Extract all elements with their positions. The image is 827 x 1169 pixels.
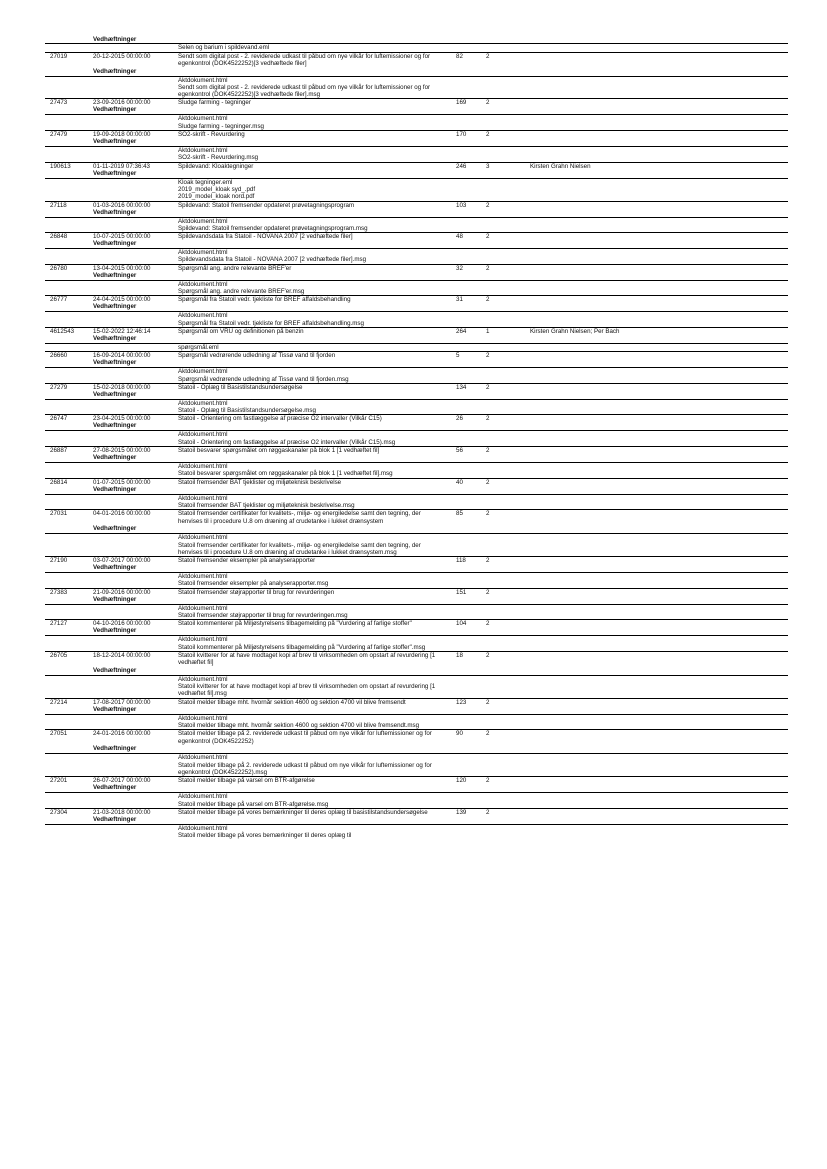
record-id: 27479 [50, 131, 68, 139]
record-title: Statoil besvarer spørgsmålet om røggaskanaler på blok 1 [1 vedhæftet fil] [178, 447, 380, 455]
record-pages: 246 [456, 162, 467, 170]
record-pages: 120 [456, 777, 467, 785]
record-date: 18-12-2014 00:00:00 [93, 651, 151, 659]
attachments-header-row [45, 272, 788, 281]
record-date: 27-08-2015 00:00:00 [93, 447, 151, 455]
attachments-label: Vedhæftninger [93, 564, 137, 572]
record-row [45, 383, 788, 391]
record-pages: 123 [456, 698, 467, 706]
attachment-item: Aktdokument.html [178, 754, 228, 762]
record-id: 4612543 [50, 327, 75, 335]
attachments-label: Vedhæftninger [93, 595, 137, 603]
attachments-label: Vedhæftninger [93, 525, 137, 533]
record-date: 20-12-2015 00:00:00 [93, 52, 151, 60]
attachment-item: Aktdokument.html [178, 534, 228, 542]
record-pages: 32 [456, 264, 463, 272]
record-date: 23-09-2016 00:00:00 [93, 99, 151, 107]
attachment-item: spørgsmål.eml [178, 343, 219, 351]
attachment-item: Statoil kommenterer på Miljøstyrelsens tilbagemelding på "Vurdering af farlige stoffer".msg [178, 643, 426, 651]
attachments-label: Vedhæftninger [93, 627, 137, 635]
record-pages: 5 [456, 352, 460, 360]
record-count: 2 [486, 777, 490, 785]
record-row [45, 162, 788, 170]
record-count: 2 [486, 201, 490, 209]
record-date: 15-02-2018 00:00:00 [93, 383, 151, 391]
attachment-item: Statoil melder tilbage på varsel om BTR-afgørelse.msg [178, 800, 329, 808]
record-date: 21-03-2018 00:00:00 [93, 808, 151, 816]
record-title: Spørgsmål om VRU og definitionen på benzin [178, 327, 304, 335]
attachment-item: Aktdokument.html [178, 431, 228, 439]
record-row [45, 52, 788, 68]
record-date: 16-09-2014 00:00:00 [93, 352, 151, 360]
record-id: 26848 [50, 233, 68, 241]
attachment-item: Statoil - Oplæg til Basistilstandsundersøgelse.msg [178, 407, 316, 415]
record-row [45, 776, 788, 784]
record-title: Spørgsmål vedrørende udledning af Tissø vand til fjorden [178, 352, 336, 360]
record-count: 2 [486, 557, 490, 565]
attachments-label: Vedhæftninger [93, 208, 137, 216]
attachments-label: Vedhæftninger [93, 36, 137, 43]
record-count: 2 [486, 698, 490, 706]
attachments-label: Vedhæftninger [93, 67, 137, 75]
record-pages: 18 [456, 651, 463, 659]
attachments-label: Vedhæftninger [93, 815, 137, 823]
record-id: 27051 [50, 730, 68, 738]
record-count: 2 [486, 415, 490, 423]
record-title: Spildevandsdata fra Statoil - NOVANA 2007 [2 vedhæftede filer] [178, 233, 353, 241]
record-row [45, 351, 788, 359]
record-row [45, 130, 788, 138]
attachments-label: Vedhæftninger [93, 359, 137, 367]
record-pages: 134 [456, 383, 467, 391]
attachment-item: 2019_model_kloak nord.pdf [178, 193, 255, 201]
attachments-label: Vedhæftninger [93, 169, 137, 177]
record-title: Spørgsmål ang. andre relevante BREF'er [178, 264, 292, 272]
record-id: 27201 [50, 777, 68, 785]
record-pages: 264 [456, 327, 467, 335]
record-pages: 151 [456, 588, 467, 596]
attachments-label: Vedhæftninger [93, 106, 137, 114]
record-id: 27383 [50, 588, 68, 596]
attachment-item: Aktdokument.html [178, 636, 228, 644]
record-row [45, 232, 788, 240]
attachment-item: Aktdokument.html [178, 280, 228, 288]
record-row [45, 295, 788, 303]
attachment-item: Aktdokument.html [178, 399, 228, 407]
attachment-item: Aktdokument.html [178, 573, 228, 581]
record-date: 24-01-2016 00:00:00 [93, 730, 151, 738]
attachments-header-row [45, 36, 788, 44]
attachment-item: Statoil melder tilbage på vores bemærkninger til deres oplæg til [178, 832, 352, 840]
record-row [45, 808, 788, 816]
records [45, 52, 788, 840]
record-count: 2 [486, 651, 490, 659]
record-pages: 169 [456, 99, 467, 107]
record-count: 2 [486, 447, 490, 455]
record-title: Sludge farming - tegninger [178, 99, 251, 107]
attachments-header-row [45, 209, 788, 218]
record-title: Spildevand: Statoil fremsender opdateret prøvetagningsprogram [178, 201, 355, 209]
attachment-item: Aktdokument.html [178, 217, 228, 225]
attachments-header-row [45, 745, 788, 754]
attachment-item: Statoil kvitterer for at have modtaget kopi af brev til virksomheden om opstart af revurdering [1 vedhæftet fil].msg [178, 683, 436, 698]
document-list [45, 36, 788, 839]
record-id: 27190 [50, 557, 68, 565]
record-id: 27127 [50, 620, 68, 628]
record-pages: 31 [456, 296, 463, 304]
record-date: 17-08-2017 00:00:00 [93, 698, 151, 706]
record-title: Statoil melder tilbage mht. hvornår sektion 4600 og sektion 4700 vil blive fremsendt [178, 698, 406, 706]
attachment-item: Aktdokument.html [178, 312, 228, 320]
record-id: 27304 [50, 808, 68, 816]
attachments-header-row [45, 525, 788, 534]
attachment-item: 2019_model_kloak syd_.pdf [178, 185, 256, 193]
record-pages: 40 [456, 478, 463, 486]
record-count: 2 [486, 588, 490, 596]
record-count: 2 [486, 808, 490, 816]
record-count: 2 [486, 296, 490, 304]
attachment-item: Aktdokument.html [178, 793, 228, 801]
attachment-item: Statoil fremsender certifikater for kvalitets-, miljø- og energiledelse samt den tegning, der henvises til i procedure U.8 om dræning af crudetanke i lukket drænsystem.msg [178, 541, 421, 556]
attachments-header-row [45, 564, 788, 573]
record-date: 13-04-2015 00:00:00 [93, 264, 151, 272]
attachment-item: Statoil melder tilbage på 2. reviderede udkast til påbud om nye vilkår for luftemissioner og for egenkontrol (DOK4522252).msg [178, 761, 432, 776]
record-id: 26777 [50, 296, 68, 304]
record-count: 2 [486, 352, 490, 360]
record-pages: 48 [456, 233, 463, 241]
record-date: 03-07-2017 00:00:00 [93, 557, 151, 565]
record-pages: 90 [456, 730, 463, 738]
record-title: Spildevand: Kloaktegninger [178, 162, 254, 170]
attachments-label: Vedhæftninger [93, 485, 137, 493]
attachments-label: Vedhæftninger [93, 303, 137, 311]
attachment-item: Statoil fremsender støjrapporter til brug for revurderingen.msg [178, 611, 348, 619]
attachments-header-row [45, 68, 788, 77]
attachments-header-row [45, 667, 788, 676]
record-date: 23-04-2015 00:00:00 [93, 415, 151, 423]
record-count: 2 [486, 620, 490, 628]
attachment-item: Spørgsmål vedrørende udledning af Tissø vand til fjorden.msg [178, 375, 349, 383]
attachment-item: Aktdokument.html [178, 714, 228, 722]
record-pages: 103 [456, 201, 467, 209]
attachments-header-row [45, 106, 788, 115]
record-title: Statoil fremsender certifikater for kvalitets-, miljø- og energiledelse samt den tegning, der henvises til i procedure U.8 om dræning af crudetanke i lukket drænsystem [178, 510, 421, 525]
attachments-header-row [45, 391, 788, 400]
attachments-header-row [45, 454, 788, 463]
record-pages: 26 [456, 415, 463, 423]
attachment-item: Statoil fremsender eksempler på analyserapporter.msg [178, 580, 329, 588]
record-row [45, 729, 788, 745]
attachments-label: Vedhæftninger [93, 240, 137, 248]
record-id: 27214 [50, 698, 68, 706]
record-pages: 170 [456, 131, 467, 139]
attachments-label: Vedhæftninger [93, 784, 137, 792]
record-date: 15-02-2022 12:46:14 [93, 327, 151, 335]
record-row [45, 478, 788, 486]
attachment-item: Kloak tegninger.eml [178, 178, 233, 186]
attachment-item: Aktdokument.html [178, 249, 228, 257]
attachment-item: Aktdokument.html [178, 604, 228, 612]
record-title: SO2-skrift - Revurdering [178, 131, 245, 139]
attachment-item: Spørgsmål ang. andre relevante BREF'er.msg [178, 288, 305, 296]
attachment-item: Statoil - Orientering om fastlæggelse af præcise O2 intervaller (Vilkår C15).msg [178, 438, 396, 446]
record-title: Statoil kvitterer for at have modtaget kopi af brev til virksomheden om opstart af revurdering [1 vedhæftet fil] [178, 651, 436, 667]
record-id: 27031 [50, 510, 68, 518]
record-row [45, 651, 788, 667]
record-title: Statoil melder tilbage på 2. reviderede udkast til påbud om nye vilkår for luftemissioner og for egenkontrol (DOK4522252) [178, 730, 432, 745]
record-id: 27118 [50, 201, 67, 209]
attachments-header-row [45, 240, 788, 249]
attachments-header-row [45, 138, 788, 147]
record-date: 10-07-2015 00:00:00 [93, 233, 151, 241]
attachments-header-row [45, 706, 788, 715]
record-count: 2 [486, 730, 490, 738]
record-count: 2 [486, 264, 490, 272]
record-count: 2 [486, 52, 490, 60]
attachments-label: Vedhæftninger [93, 745, 137, 753]
record-count: 2 [486, 510, 490, 518]
record-pages: 118 [456, 557, 466, 565]
record-title: Statoil melder tilbage på vores bemærkninger til deres oplæg til basistilstandsundersøgelse [178, 808, 428, 816]
attachments-label: Vedhæftninger [93, 705, 137, 713]
record-author: Kirsten Grahn Nielsen; Per Bach [530, 327, 620, 335]
attachments-label: Vedhæftninger [93, 271, 137, 279]
record-title: Sendt som digital post - 2. reviderede udkast til påbud om nye vilkår for luftemissioner og for egenkontrol (DOK4522252)[3 vedhæftede filer] [178, 52, 431, 67]
record-row [45, 619, 788, 627]
record-date: 04-01-2016 00:00:00 [93, 510, 151, 518]
record-date: 19-09-2018 00:00:00 [93, 131, 151, 139]
attachments-header-row [45, 335, 788, 344]
record-pages: 104 [456, 620, 467, 628]
attachment-item: Spildevand: Statoil fremsender opdateret prøvetagningsprogram.msg [178, 224, 368, 232]
record-title: Spørgsmål fra Statoil vedr. tjekliste for BREF affaldsbehandling [178, 296, 351, 304]
attachments-header-row [45, 816, 788, 825]
lead-attachments [45, 44, 788, 51]
attachment-item: Aktdokument.html [178, 147, 228, 155]
attachments-label: Vedhæftninger [93, 666, 137, 674]
attachment-item: Statoil besvarer spørgsmålet om røggaskanaler på blok 1 [1 vedhæftet fil].msg [178, 470, 393, 478]
record-count: 2 [486, 131, 490, 139]
attachment-item: Sendt som digital post - 2. reviderede udkast til påbud om nye vilkår for luftemissioner og for egenkontrol (DOK4522252)[3 vedhæftede filer].msg [178, 83, 431, 99]
record-id: 26705 [50, 651, 68, 659]
attachment-item: Aktdokument.html [178, 824, 228, 832]
record-id: 27019 [50, 52, 68, 60]
attachments-label: Vedhæftninger [93, 390, 137, 398]
record-row [45, 446, 788, 454]
record-count: 2 [486, 99, 490, 107]
record-row [45, 698, 788, 706]
record-date: 04-10-2016 00:00:00 [93, 620, 151, 628]
attachment-item: Selen og barium i spildevand.eml [178, 44, 270, 52]
record-row [45, 264, 788, 272]
record-title: Statoil - Oplæg til Basistilstandsundersøgelse [178, 383, 303, 391]
attachment-item: Aktdokument.html [178, 368, 228, 376]
record-row [45, 98, 788, 106]
record-date: 01-11-2019 07:36:43 [93, 162, 150, 170]
record-title: Statoil kommenterer på Miljøstyrelsens tilbagemelding på "Vurdering af farlige stoffer" [178, 620, 412, 628]
attachment-item: Aktdokument.html [178, 494, 228, 502]
attachment-item: Aktdokument.html [178, 115, 228, 123]
record-id: 27279 [50, 383, 68, 391]
attachments-label: Vedhæftninger [93, 138, 137, 146]
attachments-header-row [45, 422, 788, 431]
attachments-header-row [45, 627, 788, 636]
attachment-item: Spildevandsdata fra Statoil - NOVANA 2007 [2 vedhæftede filer].msg [178, 256, 367, 264]
record-count: 3 [486, 162, 490, 170]
record-pages: 56 [456, 447, 463, 455]
record-date: 01-07-2015 00:00:00 [93, 478, 151, 486]
attachment-item: Sludge farming - tegninger.msg [178, 122, 264, 130]
record-date: 21-09-2016 00:00:00 [93, 588, 151, 596]
attachments-header-row [45, 359, 788, 368]
attachment-item: SO2-skrift - Revurdering.msg [178, 154, 259, 162]
attachment-item: Aktdokument.html [178, 675, 228, 683]
record-title: Statoil fremsender BAT tjeklister og miljøteknisk beskrivelse [178, 478, 342, 486]
record-date: 26-07-2017 00:00:00 [93, 777, 151, 785]
record-count: 2 [486, 383, 490, 391]
attachments-label: Vedhæftninger [93, 454, 137, 462]
record-id: 26780 [50, 264, 68, 272]
record-title: Statoil - Orientering om fastlæggelse af præcise O2 intervaller (Vilkår C15) [178, 415, 382, 423]
record-id: 26814 [50, 478, 68, 486]
attachment-item: Statoil fremsender BAT tjeklister og miljøteknisk beskrivelse.msg [178, 501, 355, 509]
record-id: 27473 [50, 99, 68, 107]
record-pages: 139 [456, 808, 467, 816]
record-pages: 82 [456, 52, 463, 60]
record-row [45, 588, 788, 596]
record-title: Statoil fremsender støjrapporter til brug for revurderingen [178, 588, 335, 596]
attachments-label: Vedhæftninger [93, 422, 137, 430]
record-row [45, 556, 788, 564]
record-date: 24-04-2015 00:00:00 [93, 296, 151, 304]
attachments-header-row [45, 303, 788, 312]
record-title: Statoil melder tilbage på varsel om BTR-afgørelse [178, 777, 315, 785]
record-id: 26887 [50, 447, 68, 455]
attachments-header-row [45, 170, 788, 179]
record-row [45, 414, 788, 422]
record-count: 2 [486, 478, 490, 486]
attachments-label: Vedhæftninger [93, 334, 137, 342]
attachments-header-row [45, 596, 788, 605]
attachment-item: Aktdokument.html [178, 463, 228, 471]
attachment-item: Aktdokument.html [178, 76, 228, 84]
record-author: Kirsten Grahn Nielsen [530, 162, 591, 170]
attachment-item: Spørgsmål fra Statoil vedr. tjekliste for BREF affaldsbehandling.msg [178, 319, 364, 327]
record-count: 2 [486, 233, 490, 241]
attachment-item: Statoil melder tilbage mht. hvornår sektion 4600 og sektion 4700 vil blive fremsendt.msg [178, 722, 420, 730]
record-title: Statoil fremsender eksempler på analyserapporter [178, 557, 316, 565]
record-date: 01-03-2016 00:00:00 [93, 201, 151, 209]
record-row [45, 201, 788, 209]
attachments-header-row [45, 486, 788, 495]
record-id: 26660 [50, 352, 68, 360]
record-row [45, 327, 788, 335]
record-pages: 85 [456, 510, 463, 518]
record-count: 1 [486, 327, 490, 335]
attachments-header-row [45, 784, 788, 793]
record-row [45, 509, 788, 525]
record-id: 190613 [50, 162, 71, 170]
record-id: 26747 [50, 415, 68, 423]
